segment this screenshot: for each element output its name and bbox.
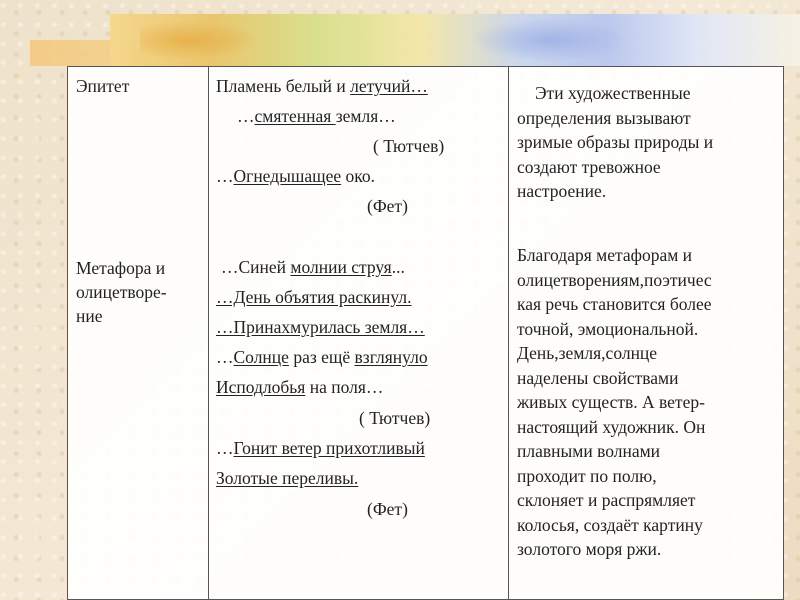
- commentary-line: точной, эмоциональной.: [517, 318, 699, 339]
- author-credit: ( Тютчев): [373, 136, 445, 156]
- commentary-line: зримые образы природы и: [517, 132, 714, 152]
- example-line: …смятенная земля…: [237, 106, 396, 126]
- epithet-label: Эпитет: [76, 76, 130, 96]
- commentary-line: кая речь становится более: [517, 294, 712, 314]
- commentary-line: колосья, создаёт картину: [517, 514, 703, 535]
- metaphor-label-line3: ние: [76, 306, 103, 326]
- example-line: …День объятия раскинул.: [216, 287, 412, 307]
- author-credit: (Фет): [367, 499, 408, 519]
- commentary-line: создают тревожное: [517, 156, 661, 177]
- commentary-column: [509, 67, 784, 600]
- example-line: Пламень белый и летучий…: [216, 76, 428, 96]
- decor-banner: [110, 14, 800, 66]
- commentary-line: наделены свойствами: [517, 367, 679, 388]
- author-credit: ( Тютчев): [359, 408, 431, 428]
- example-line: Исподлобья на поля…: [216, 377, 384, 397]
- device-column: [68, 67, 209, 600]
- commentary-line: золотого моря ржи.: [517, 539, 662, 559]
- example-line: Золотые переливы.: [216, 468, 359, 488]
- metaphor-label-line2: олицетворе-: [76, 282, 167, 302]
- example-line: …Огнедышащее око.: [216, 166, 376, 186]
- epithet-commentary: [517, 81, 713, 204]
- example-line: …Принахмурилась земля…: [216, 317, 425, 337]
- examples-column: [209, 67, 509, 600]
- commentary-line: проходит по полю,: [517, 465, 657, 486]
- commentary-line: олицетворениям,поэтичес: [517, 269, 712, 290]
- metaphor-commentary: [517, 243, 712, 562]
- table-row: [68, 67, 784, 600]
- author-credit: (Фет): [367, 196, 408, 216]
- example-line: …Гонит ветер прихотливый: [216, 438, 425, 458]
- commentary-line: настоящий художник. Он: [517, 416, 706, 437]
- analysis-table: [67, 66, 784, 600]
- example-line: …Солнце раз ещё взглянуло: [216, 347, 428, 367]
- commentary-line: плавными волнами: [517, 441, 661, 461]
- commentary-line: определения вызывают: [517, 107, 691, 128]
- commentary-line: День,земля,солнце: [517, 343, 658, 363]
- commentary-line: Эти художественные: [535, 83, 691, 103]
- commentary-line: склоняет и распрямляет: [517, 490, 696, 510]
- example-line: …Синей молнии струя...: [221, 257, 405, 277]
- commentary-line: настроение.: [517, 181, 607, 201]
- commentary-line: Благодаря метафорам и: [517, 245, 693, 265]
- metaphor-label-line1: Метафора и: [76, 258, 166, 278]
- commentary-line: живых существ. А ветер-: [517, 392, 705, 412]
